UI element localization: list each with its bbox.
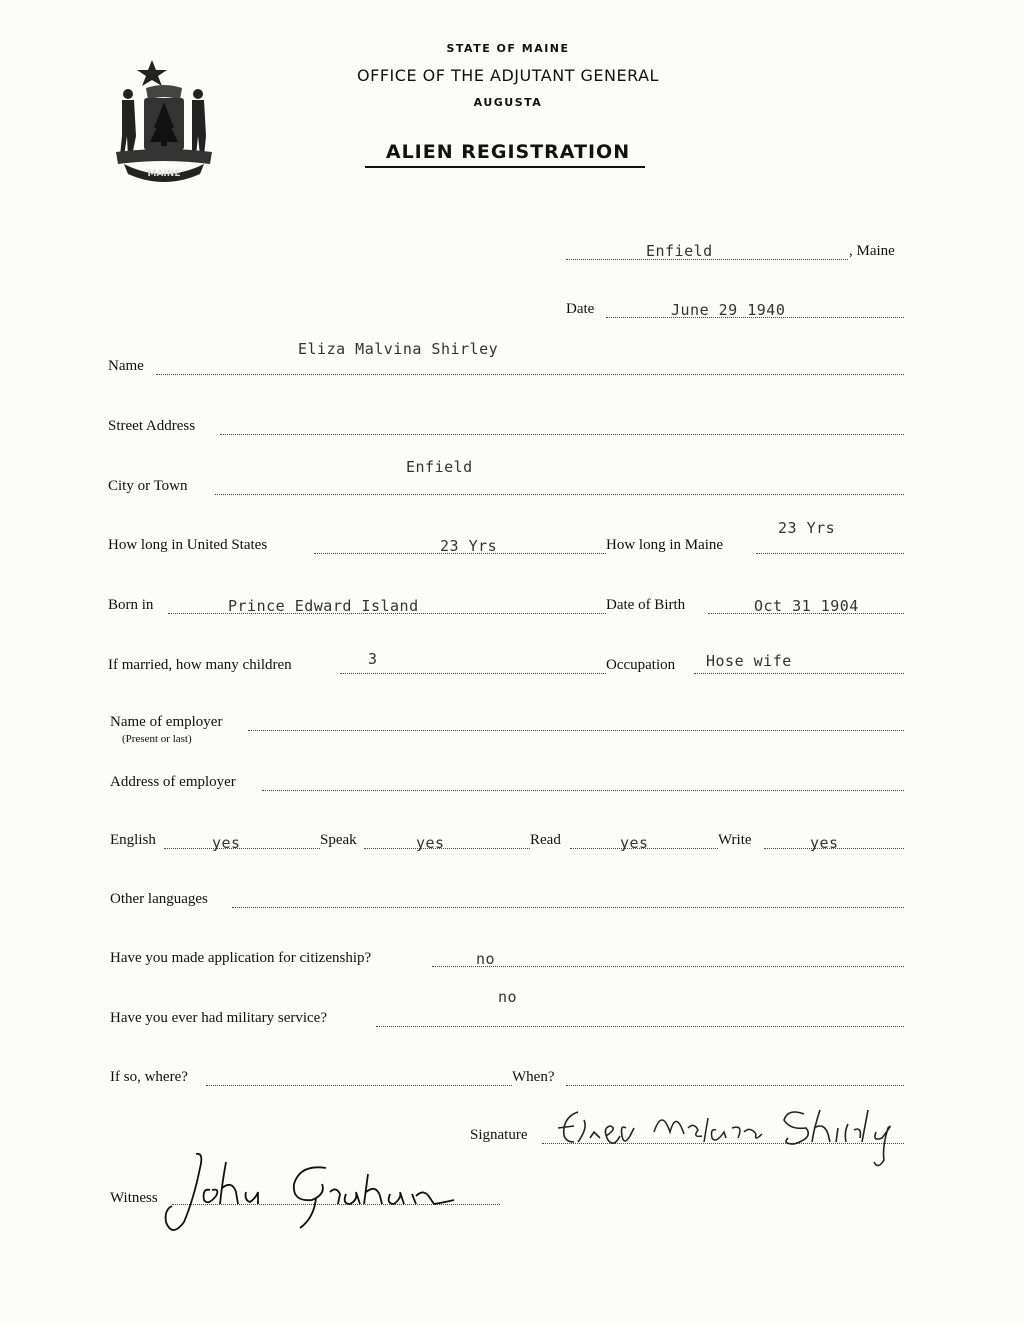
date-of-birth-label: Date of Birth [606,597,686,613]
other-languages-line [232,907,904,908]
witness-label: Witness [110,1190,158,1206]
how-long-us-label: How long in United States [108,537,268,553]
speak-label: Speak [320,832,357,848]
read-value: yes [620,834,649,852]
english-line [164,848,320,849]
city-heading: AUGUSTA [473,96,543,109]
date-of-birth-value: Oct 31 1904 [754,597,859,615]
how-long-maine-line [756,553,904,554]
date-label: Date [566,301,595,317]
when-label: When? [512,1069,555,1085]
born-in-value: Prince Edward Island [228,597,419,615]
military-label: Have you ever had military service? [110,1010,327,1026]
employer-name-label: Name of employer [110,714,223,730]
born-in-label: Born in [108,597,154,613]
employer-address-line [262,790,904,791]
how-long-us-value: 23 Yrs [440,537,498,555]
children-value: 3 [368,650,378,668]
signature-label: Signature [470,1127,528,1143]
write-label: Write [718,832,752,848]
street-address-label: Street Address [108,418,196,434]
how-long-maine-value: 23 Yrs [778,519,836,537]
speak-line [364,848,530,849]
name-value: Eliza Malvina Shirley [298,340,499,358]
form-title: ALIEN REGISTRATION [385,141,631,163]
city-line [215,494,904,495]
children-label: If married, how many children [108,657,292,673]
city-value: Enfield [406,458,473,476]
english-value: yes [212,834,241,852]
employer-name-line [248,730,904,731]
english-label: English [110,832,156,848]
citizenship-line [432,966,904,967]
employer-address-label: Address of employer [110,774,236,790]
place-value: Enfield [646,242,713,260]
where-label: If so, where? [110,1069,188,1085]
state-heading: STATE OF MAINE [446,42,570,55]
military-value: no [498,988,518,1006]
where-line [206,1085,512,1086]
name-line [156,374,904,375]
occupation-line [694,673,904,674]
read-label: Read [530,832,561,848]
place-label: , Maine [849,243,895,259]
office-heading: OFFICE OF THE ADJUTANT GENERAL [357,66,659,85]
speak-value: yes [416,834,445,852]
citizenship-label: Have you made application for citizenship? [110,950,372,966]
date-value: June 29 1940 [671,301,786,319]
seal-text: MAINE [147,169,181,179]
children-line [340,673,606,674]
employer-name-sublabel: (Present or last) [122,733,192,745]
occupation-value: Hose wife [706,652,792,670]
write-value: yes [810,834,839,852]
name-label: Name [108,358,144,374]
when-line [566,1085,904,1086]
title-underline [365,166,645,168]
occupation-label: Occupation [606,657,676,673]
other-languages-label: Other languages [110,891,208,907]
signature-handwriting [544,1098,914,1178]
how-long-maine-label: How long in Maine [606,537,724,553]
citizenship-value: no [476,950,496,968]
city-label: City or Town [108,478,188,494]
military-line [376,1026,904,1027]
witness-handwriting [150,1148,470,1238]
street-address-line [220,434,904,435]
